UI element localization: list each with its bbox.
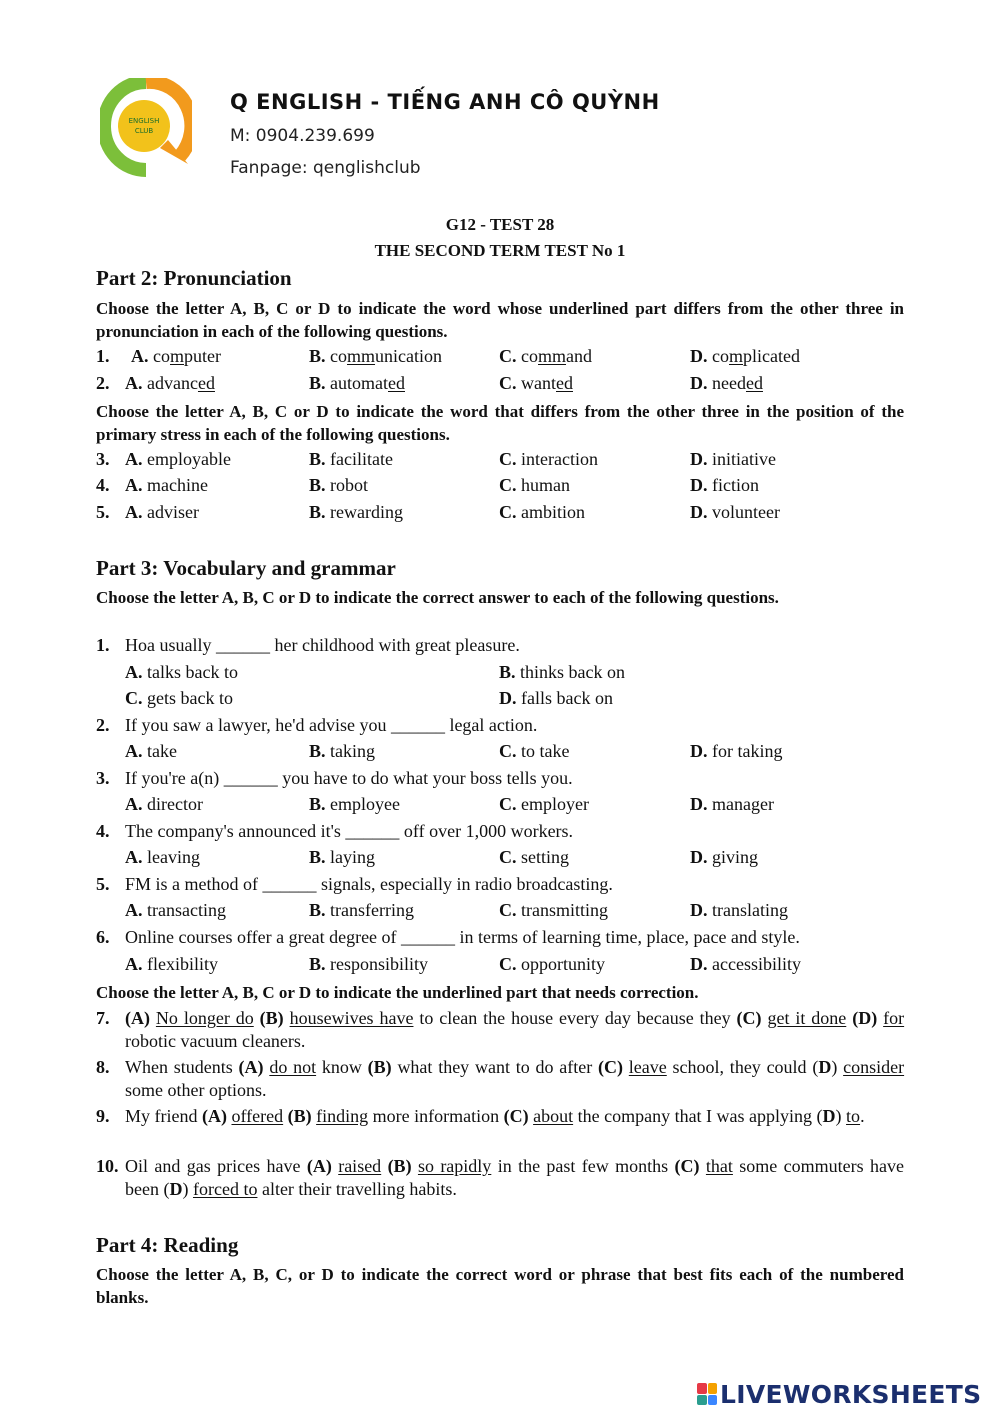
question-options-row — [96, 954, 904, 978]
error-question-7: 7. (A) No longer do (B) housewives have to clean the house every day because they (C) get it done (D) for robotic vacuum cleaners. — [96, 1008, 905, 1051]
option-a: A. flexibility — [125, 954, 218, 974]
question-number: 4. — [96, 821, 110, 841]
option-a: A. take — [125, 741, 177, 761]
underlined-part-c: about — [533, 1106, 574, 1126]
underlined-part-a: raised — [338, 1156, 382, 1176]
error-question-9: 9. My friend (A) offered (B) finding more information (C) about the company that I was applying (D) to. — [96, 1106, 865, 1126]
option-c: C. to take — [499, 741, 570, 761]
option-b: B. rewarding — [309, 502, 403, 522]
underlined-part-a: do not — [269, 1057, 317, 1077]
logo-text-english: ENGLISH — [128, 117, 160, 125]
option-b: B. automated — [309, 373, 405, 393]
option-a: A. director — [125, 794, 203, 814]
liveworksheets-logo-icon — [697, 1383, 717, 1405]
question-stem: If you saw a lawyer, he'd advise you ______ legal action. — [125, 715, 538, 735]
underlined-part-b: so rapidly — [417, 1156, 492, 1176]
underlined-part-d: consider — [843, 1057, 905, 1077]
option-a: A. adviser — [125, 502, 199, 522]
test-title: G12 - TEST 28 — [445, 215, 555, 234]
underlined-part-c: get it done — [767, 1008, 847, 1028]
option-d: D. initiative — [690, 449, 776, 469]
option-b: B. responsibility — [309, 954, 429, 974]
question-stem: Online courses offer a great degree of ______ in terms of learning time, place, pace and style. — [125, 927, 800, 947]
option-d: D. falls back on — [499, 688, 613, 708]
question-number: 6. — [96, 927, 110, 947]
option-c: C. opportunity — [499, 954, 605, 974]
question-stem: If you're a(n) ______ you have to do what your boss tells you. — [125, 768, 573, 788]
error-question-10: 10. Oil and gas prices have (A) raised (B) so rapidly in the past few months (C) that some commuters have been (D) forced to alter their travelling habits. — [96, 1156, 904, 1199]
question-number: 8. — [96, 1057, 110, 1077]
question-stem-row — [96, 768, 904, 792]
question-number: 10. — [96, 1156, 119, 1176]
question-number: 7. — [96, 1008, 110, 1028]
question-number: 1. — [96, 635, 110, 655]
option-c: C. wanted — [499, 373, 573, 393]
option-c: C. human — [499, 475, 570, 495]
question-stem-row — [96, 715, 904, 739]
question-number: 2. — [96, 373, 110, 393]
underlined-part-d: for — [883, 1008, 905, 1028]
option-a: A. leaving — [125, 847, 200, 867]
option-d: D. accessibility — [690, 954, 801, 974]
underlined-part-a: No longer do — [155, 1008, 254, 1028]
underlined-part-c: leave — [628, 1057, 667, 1077]
question-stem-row — [96, 821, 904, 845]
question-number: 1. — [96, 346, 110, 366]
option-a: A. transacting — [125, 900, 226, 920]
option-a: A. computer — [131, 346, 221, 366]
option-c: C. ambition — [499, 502, 585, 522]
option-a: A. advanced — [125, 373, 215, 393]
question-number: 3. — [96, 449, 110, 469]
question-number: 5. — [96, 502, 110, 522]
question-row — [96, 449, 904, 473]
option-d: D. needed — [690, 373, 763, 393]
question-stem: The company's announced it's ______ off over 1,000 workers. — [125, 821, 574, 841]
logo-text-club: CLUB — [134, 127, 154, 135]
part2-heading: Part 2: Pronunciation — [96, 266, 292, 290]
question-options-row — [96, 741, 904, 765]
option-d: D. translating — [690, 900, 788, 920]
brand-phone: M: 0904.239.699 — [230, 126, 375, 146]
q-english-logo — [100, 78, 192, 182]
part3-instruction-answer: Choose the letter A, B, C or D to indicate the correct answer to each of the following questions. — [96, 588, 779, 607]
underlined-part-b: housewives have — [289, 1008, 414, 1028]
option-c: C. employer — [499, 794, 589, 814]
option-d: D. giving — [690, 847, 759, 867]
liveworksheets-watermark — [697, 1378, 981, 1410]
underlined-part-a: offered — [231, 1106, 284, 1126]
underlined-part-c: that — [705, 1156, 733, 1176]
part2-instruction-stress: Choose the letter A, B, C or D to indicate the word that differs from the other three in the position of the primary stress in each of the following questions. — [96, 402, 904, 444]
underlined-part-d: forced to — [192, 1179, 258, 1199]
question-options-row — [96, 847, 904, 871]
option-d: D. for taking — [690, 741, 783, 761]
option-b: B. facilitate — [309, 449, 393, 469]
option-b: B. communication — [309, 346, 443, 366]
question-row — [96, 502, 904, 526]
option-d: D. complicated — [690, 346, 800, 366]
question-number: 9. — [96, 1106, 110, 1126]
error-question-8: 8. When students (A) do not know (B) what they want to do after (C) leave school, they could (D) consider some other options. — [96, 1057, 905, 1100]
part3-instruction-correction: Choose the letter A, B, C or D to indicate the underlined part that needs correction. — [96, 983, 699, 1002]
option-c: C. gets back to — [125, 688, 233, 708]
liveworksheets-text: LIVEWORKSHEETS — [720, 1379, 982, 1409]
option-b: B. transferring — [309, 900, 414, 920]
option-c: C. transmitting — [499, 900, 608, 920]
question-row — [96, 475, 904, 499]
question-number: 4. — [96, 475, 110, 495]
part2-instruction-pronunciation: Choose the letter A, B, C or D to indicate the word whose underlined part differs from the other three in pronunciation in each of the following questions. — [96, 299, 904, 341]
option-d: D. manager — [690, 794, 774, 814]
option-b: B. thinks back on — [499, 662, 626, 682]
brand-fanpage: Fanpage: qenglishclub — [230, 158, 421, 178]
option-a: A. employable — [125, 449, 231, 469]
option-c: C. setting — [499, 847, 569, 867]
option-b: B. robot — [309, 475, 369, 495]
underlined-part-b: finding — [316, 1106, 369, 1126]
brand-title: Q ENGLISH - TIẾNG ANH CÔ QUỲNH — [230, 90, 660, 114]
question-options-row — [96, 794, 904, 818]
part4-heading: Part 4: Reading — [96, 1233, 239, 1257]
option-c: C. command — [499, 346, 593, 366]
option-b: B. employee — [309, 794, 400, 814]
question-number: 5. — [96, 874, 110, 894]
option-b: B. laying — [309, 847, 376, 867]
question-number: 3. — [96, 768, 110, 788]
option-a: A. machine — [125, 475, 208, 495]
test-subtitle: THE SECOND TERM TEST No 1 — [374, 241, 626, 260]
part3-heading: Part 3: Vocabulary and grammar — [96, 556, 396, 580]
question-row — [96, 373, 904, 397]
option-d: D. fiction — [690, 475, 759, 495]
question-stem-row — [96, 874, 904, 898]
underlined-part-d: to — [846, 1106, 861, 1126]
option-a: A. talks back to — [125, 662, 238, 682]
question-options-row — [96, 662, 904, 686]
part4-instruction: Choose the letter A, B, C, or D to indicate the correct word or phrase that best fits each of the numbered blanks. — [96, 1265, 904, 1307]
question-options-row — [96, 900, 904, 924]
question-row — [96, 346, 904, 370]
question-number: 2. — [96, 715, 110, 735]
question-stem-row — [96, 927, 904, 951]
option-d: D. volunteer — [690, 502, 780, 522]
question-stem: FM is a method of ______ signals, especially in radio broadcasting. — [125, 874, 613, 894]
question-stem: Hoa usually ______ her childhood with great pleasure. — [125, 635, 520, 655]
question-stem-row — [96, 635, 904, 659]
option-c: C. interaction — [499, 449, 598, 469]
option-b: B. taking — [309, 741, 376, 761]
question-options-row — [96, 688, 904, 712]
